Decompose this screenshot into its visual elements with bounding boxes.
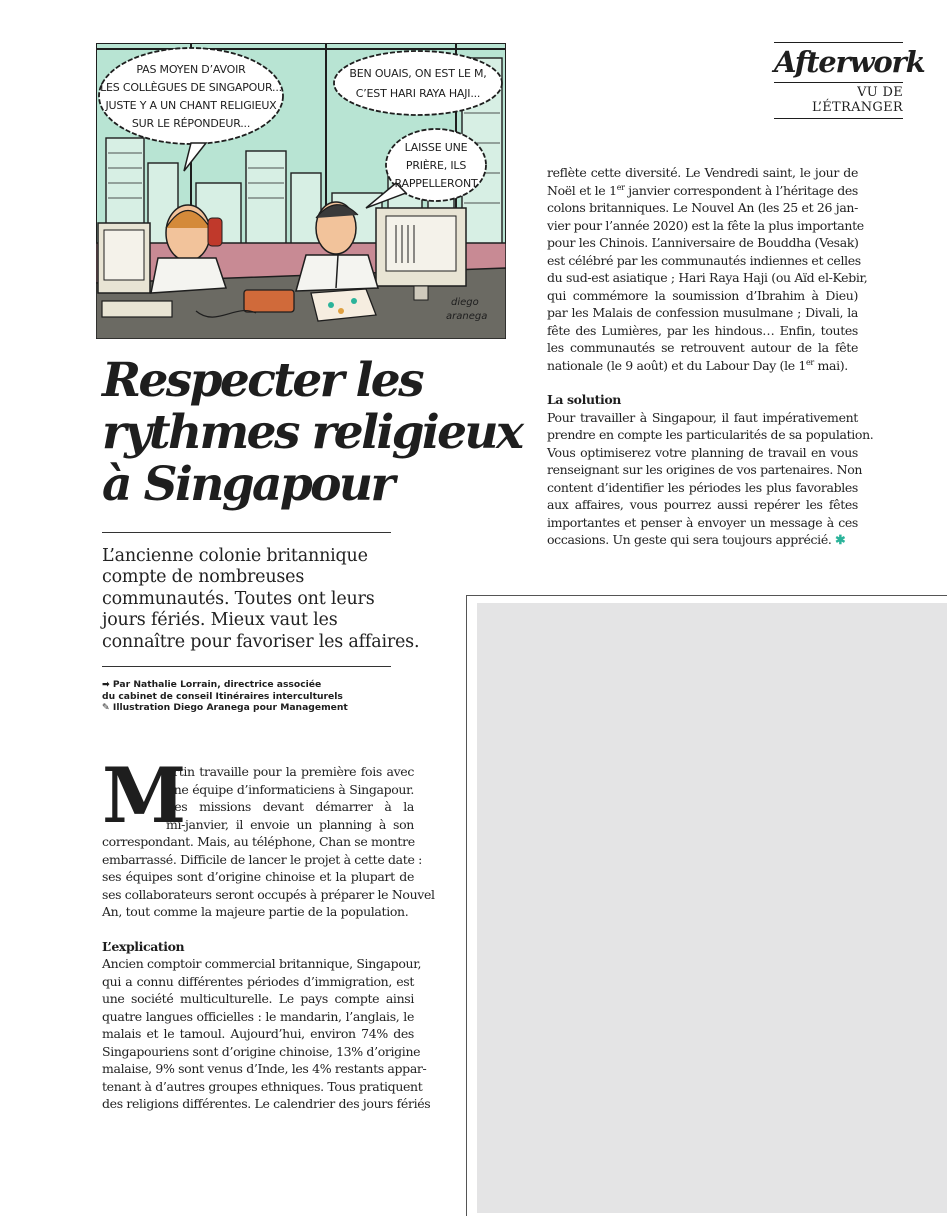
- author-credit-line1: Par Nathalie Lorrain, directrice associée: [112, 679, 322, 690]
- byline: [102, 679, 402, 714]
- rubric-top-rule: [774, 42, 903, 43]
- standfirst-line1: L’ancienne colonie britannique: [102, 546, 368, 566]
- col2-line: fête des Lumières, par les hindous… Enfin, toutes: [547, 322, 858, 338]
- col2-line: par les Malais de confession musulmane ; Divali, la: [547, 305, 858, 320]
- author-credit: [102, 679, 402, 691]
- col2-line: Noël et le 1er janvier correspondent à l’héritage des: [547, 182, 858, 198]
- headline-line2: rythmes religieux: [102, 405, 522, 460]
- solution-line: Pour travailler à Singapour, il faut impérativement: [547, 409, 858, 425]
- col2-line: qui commémore la soumission d’Ibrahim à Dieu): [547, 287, 858, 303]
- bubble2-line2: C’EST HARI RAYA HAJI...: [355, 87, 481, 100]
- illustration-credit-text: Illustration Diego Aranega pour Management: [112, 702, 348, 714]
- article-column-1: [102, 751, 435, 1113]
- article-headline: [102, 355, 522, 511]
- standfirst-line2: compte de nombreuses: [102, 567, 305, 588]
- bubble2-line1: BEN OUAIS, ON EST LE M,: [349, 67, 487, 80]
- standfirst: [102, 546, 432, 653]
- solution-line: Vous optimiserez votre planning de travail en vous: [547, 444, 858, 460]
- intro-line: mi-janvier, il envoie un planning à son: [166, 816, 414, 832]
- standfirst-top-rule: [102, 532, 391, 533]
- standfirst-line3: communautés. Toutes ont leurs: [102, 588, 375, 609]
- intro-line: Ses missions devant démarrer à la: [166, 799, 414, 814]
- end-mark-icon: ✱: [835, 532, 846, 547]
- intro-line: correspondant. Mais, au téléphone, Chan se montre: [102, 834, 415, 849]
- solution-line: importantes et penser à envoyer un message à ces: [547, 514, 858, 530]
- arrow-icon: ➡: [102, 679, 110, 690]
- explication-line: des religions différentes. Le calendrier des jours fériés: [102, 1096, 431, 1111]
- col2-line: est célébré par les communautés indiennes et celles: [547, 252, 861, 268]
- rubric-bottom-rule: [774, 118, 903, 119]
- explication-line: Ancien comptoir commercial britannique, Singapour,: [102, 956, 422, 971]
- col2-line: reflète cette diversité. Le Vendredi saint, le jour de: [547, 165, 858, 180]
- section-rubric: [774, 42, 925, 119]
- col2-line: colons britanniques. Le Nouvel An (les 25 et 26 jan-: [547, 200, 858, 215]
- article-column-2: [547, 164, 874, 549]
- col2-line: du sud-est asiatique ; Hari Raya Haji (ou Aïd el-Kebir,: [547, 270, 868, 285]
- rubric-subtitle-line2: L’ÉTRANGER: [811, 100, 903, 115]
- rubric-subtitle-line1: VU DE: [857, 85, 903, 100]
- solution-line: prendre en compte les particularités de sa population.: [547, 427, 874, 442]
- signature-line2: aranega: [446, 311, 488, 322]
- drop-cap: M: [102, 751, 185, 840]
- author-credit-line2: du cabinet de conseil Itinéraires interculturels: [102, 690, 343, 702]
- headline-line1: Respecter les: [102, 353, 422, 408]
- col2-line: vier pour l’année 2020) est la fête la plus importante: [547, 217, 864, 233]
- intro-line: An, tout comme la majeure partie de la population.: [102, 904, 409, 919]
- solution-line: occasions. Un geste qui sera toujours apprécié. ✱: [547, 532, 846, 547]
- solution-line: renseignant sur les origines de vos partenaires. Non: [547, 462, 863, 477]
- intro-line: artin travaille pour la première fois avec: [166, 764, 414, 779]
- standfirst-line4: jours fériés. Mieux vaut les: [102, 610, 338, 631]
- explication-line: malaise, 9% sont venus d’Inde, les 4% restants appar-: [102, 1061, 427, 1076]
- headline-line3: à Singapour: [102, 457, 393, 512]
- standfirst-bottom-rule: [102, 666, 391, 667]
- explication-line: qui a connu différentes périodes d’immigration, est: [102, 973, 414, 989]
- col2-line: nationale (le 9 août) et du Labour Day (le 1er mai).: [547, 357, 848, 373]
- signature-line1: diego: [451, 297, 479, 308]
- solution-line: aux affaires, vous pourrez aussi repérer les fêtes: [547, 497, 858, 512]
- intro-line: ses équipes sont d’origine chinoise et la plupart de: [102, 869, 414, 884]
- col2-line: les communautés se retrouvent autour de la fête: [547, 340, 858, 355]
- explication-heading: L’explication: [102, 938, 185, 954]
- explication-line: tenant à d’autres groupes ethniques. Tous pratiquent: [102, 1078, 423, 1094]
- intro-line: embarrassé. Difficile de lancer le projet à cette date :: [102, 851, 422, 867]
- bubble3-line3: RAPPELLERONT: [394, 177, 478, 190]
- col2-line: pour les Chinois. L’anniversaire de Bouddha (Vesak): [547, 235, 859, 250]
- ad-placeholder: [477, 603, 947, 1213]
- explication-line: Singapouriens sont d’origine chinoise, 13% d’origine: [102, 1043, 421, 1059]
- cartoon-illustration: [96, 43, 506, 339]
- bubble1-line1: PAS MOYEN D’AVOIR: [136, 63, 246, 76]
- bubble1-line4: SUR LE RÉPONDEUR...: [131, 117, 251, 130]
- bubble1-line2: LES COLLÈGUES DE SINGAPOUR...: [100, 81, 282, 94]
- explication-line: quatre langues officielles : le mandarin, l’anglais, le: [102, 1008, 414, 1024]
- explication-line: une société multiculturelle. Le pays compte ainsi: [102, 991, 414, 1006]
- pencil-icon: ✎: [102, 702, 110, 714]
- standfirst-line5: connaître pour favoriser les affaires.: [102, 631, 420, 652]
- intro-line: une équipe d’informaticiens à Singapour.: [166, 781, 414, 797]
- bubble1-line3: JUSTE Y A UN CHANT RELIGIEUX: [105, 99, 277, 112]
- intro-line: ses collaborateurs seront occupés à préparer le Nouvel: [102, 886, 435, 902]
- cartoon-drawing: [96, 43, 506, 339]
- explication-line: malais et le tamoul. Aujourd’hui, environ 74% des: [102, 1026, 414, 1041]
- solution-line: content d’identifier les périodes les plus favorables: [547, 479, 858, 495]
- rubric-mid-rule: [774, 82, 903, 83]
- bubble3-line1: LAISSE UNE: [404, 141, 468, 154]
- illustration-credit: [102, 702, 402, 714]
- rubric-title: Afterwork: [774, 45, 925, 79]
- solution-heading: La solution: [547, 392, 621, 407]
- bubble3-line2: PRIÈRE, ILS: [405, 159, 467, 172]
